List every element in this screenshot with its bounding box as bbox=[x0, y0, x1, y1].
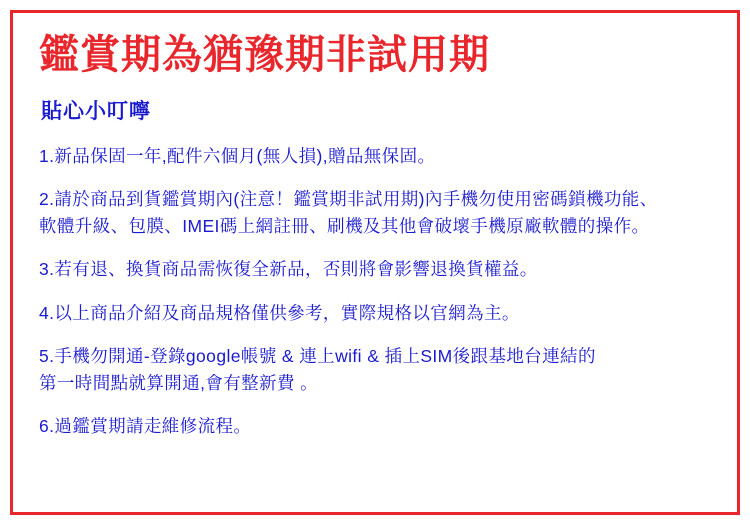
list-item bbox=[39, 413, 715, 440]
notice-card bbox=[10, 10, 740, 515]
list-item bbox=[39, 186, 715, 240]
list-item bbox=[39, 143, 715, 170]
page-title: 鑑賞期為猶豫期非試用期 bbox=[39, 33, 490, 77]
list-item-line: 4.以上商品介紹及商品規格僅供參考，實際規格以官網為主。 bbox=[39, 302, 520, 323]
notice-item-list bbox=[35, 143, 715, 440]
list-item-line: 2.請於商品到貨鑑賞期內(注意！鑑賞期非試用期)內手機勿使用密碼鎖機功能、 bbox=[39, 189, 658, 210]
list-item-line: 第一時間點就算開通,會有整新費 。 bbox=[39, 372, 319, 393]
list-item bbox=[39, 300, 715, 327]
list-item-line: 軟體升級、包膜、IMEI碼上網註冊、刷機及其他會破壞手機原廠軟體的操作。 bbox=[39, 216, 650, 237]
list-item-line: 1.新品保固一年,配件六個月(無人損),贈品無保固。 bbox=[39, 146, 436, 166]
section-subtitle: 貼心小叮嚀 bbox=[41, 100, 151, 123]
list-item-line: 5.手機勿開通-登錄google帳號 & 連上wifi & 插上SIM後跟基地台連結的 bbox=[39, 345, 596, 366]
list-item bbox=[39, 256, 715, 283]
list-item-line: 6.過鑑賞期請走維修流程。 bbox=[39, 415, 252, 436]
notice-content bbox=[13, 13, 737, 466]
list-item bbox=[39, 343, 715, 397]
list-item-line: 3.若有退、換貨商品需恢復全新品，否則將會影響退換貨權益。 bbox=[39, 259, 538, 280]
